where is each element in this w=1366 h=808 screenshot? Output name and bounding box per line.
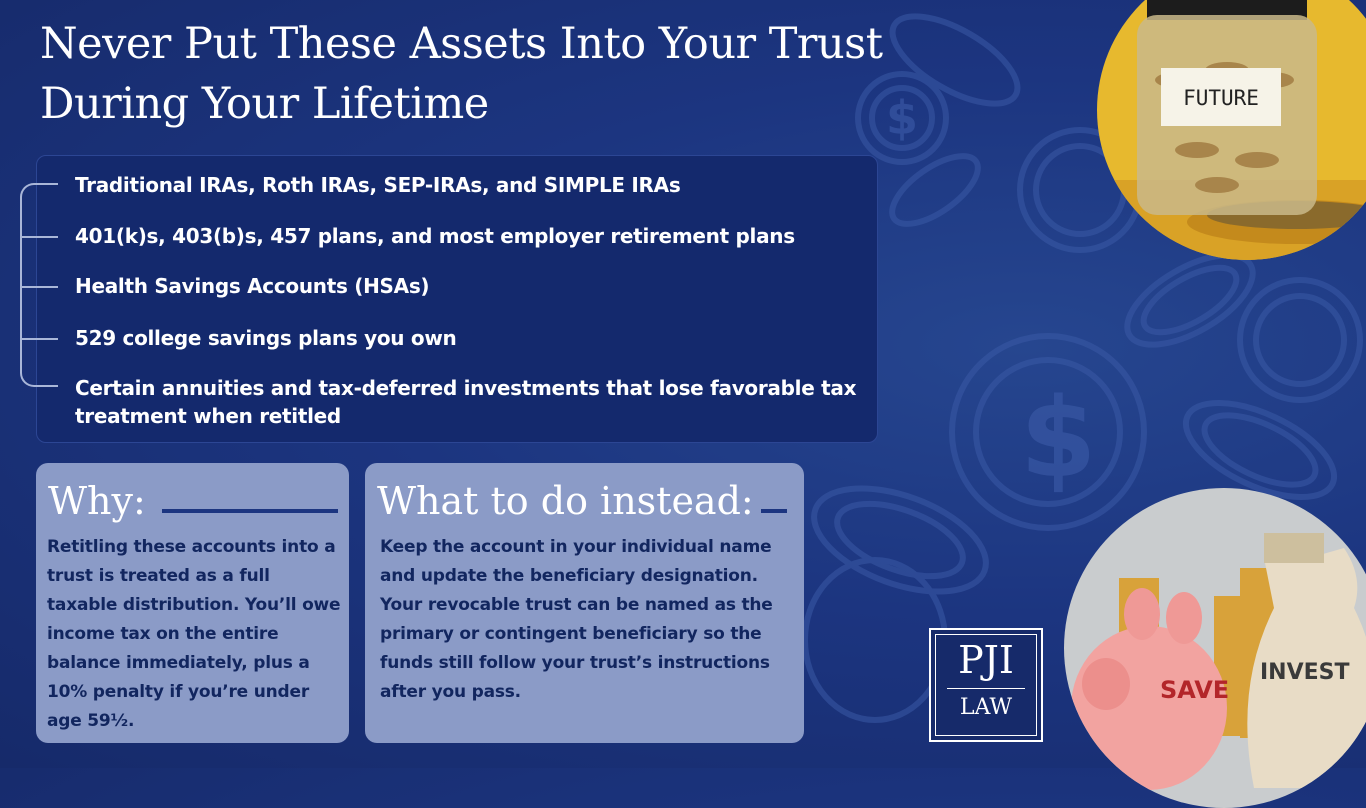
heading-underline [162,509,338,513]
logo-sub: LAW [959,695,1013,720]
svg-text:$: $ [1020,374,1097,502]
page-title: Never Put These Assets Into Your Trust During Your Lifetime [40,19,883,129]
bag-label: INVEST [1260,660,1350,685]
list-connector-tick [20,236,58,238]
instead-card [365,463,804,743]
why-card [36,463,349,743]
heading-underline [761,509,787,513]
list-item: Traditional IRAs, Roth IRAs, SEP-IRAs, and SIMPLE IRAs [75,173,681,197]
list-connector-bracket [20,183,58,387]
list-item: 529 college savings plans you own [75,326,457,350]
coin-jar-photo [1097,0,1366,260]
jar-label: FUTURE [1183,86,1259,110]
list-item: 401(k)s, 403(b)s, 457 plans, and most employer retirement plans [75,224,795,248]
instead-body: Keep the account in your individual name and update the beneficiary designation. Your revocable trust can be named as the primary or contingent beneficiary so the funds still follow your trust’s instructions after you pass. [380,537,773,702]
logo-divider [947,688,1025,689]
why-body: Retitling these accounts into a trust is treated as a full taxable distribution. You’ll owe income tax on the entire balance immediately, plus a 10% penalty if you’re under age 59½. [47,537,341,731]
savings-photo [1064,488,1366,808]
list-connector-tick [20,338,58,340]
logo-mark: PJI [958,638,1014,682]
pji-law-logo [929,628,1043,742]
list-item: Health Savings Accounts (HSAs) [75,274,430,298]
why-heading: Why: [48,479,146,523]
piggy-label: SAVE [1160,676,1230,704]
list-connector-tick [20,286,58,288]
list-item: Certain annuities and tax-deferred investments that lose favorable tax treatment when retitled [75,376,857,428]
svg-text:$: $ [886,91,919,145]
instead-heading: What to do instead: [377,479,754,523]
